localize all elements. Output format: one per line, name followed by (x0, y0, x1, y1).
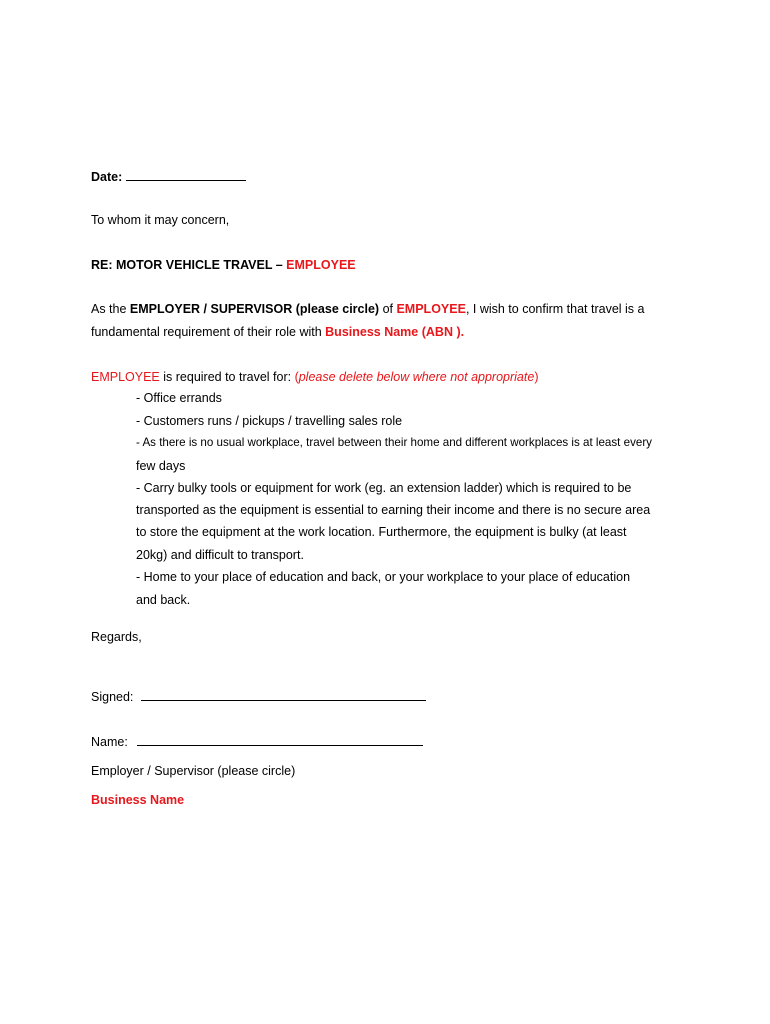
body-text: of (379, 302, 397, 316)
list-item: - Carry bulky tools or equipment for work (eg. an extension ladder) which is required to be (136, 481, 632, 495)
list-item: - Customers runs / pickups / travelling sales role (136, 414, 403, 428)
role-line: Employer / Supervisor (please circle) (91, 764, 296, 778)
travel-employee: EMPLOYEE (91, 370, 160, 384)
signature-field[interactable] (141, 688, 426, 701)
role-bold: EMPLOYER / SUPERVISOR (please circle) (129, 302, 380, 316)
body-text: As the (91, 302, 130, 316)
list-item: to store the equipment at the work location. Furthermore, the equipment is bulky (at least (136, 525, 627, 539)
date-blank (126, 168, 246, 181)
employee-highlight: EMPLOYEE (396, 302, 466, 316)
note-paren: ) (534, 370, 539, 384)
business-abn: Business Name (ABN ). (325, 325, 465, 339)
travel-note: please delete below where not appropriate (298, 370, 535, 384)
note-paren: ( (294, 370, 299, 384)
subject-line (91, 257, 356, 273)
date-label: Date: (91, 170, 123, 184)
list-item: transported as the equipment is essential to earning their income and there is no secure area (136, 503, 651, 517)
list-item: - Office errands (136, 391, 222, 405)
date-line (91, 168, 246, 185)
travel-intro (91, 369, 538, 385)
signed-line (91, 688, 426, 705)
list-item: - Home to your place of education and back, or your workplace to your place of education (136, 570, 631, 584)
subject-employee: EMPLOYEE (286, 258, 356, 272)
travel-text: is required to travel for: (159, 370, 295, 384)
name-label: Name: (91, 735, 128, 749)
subject-prefix: RE: MOTOR VEHICLE TRAVEL – (91, 258, 287, 272)
name-line (91, 733, 423, 750)
body-text: , I wish to confirm that travel is a (465, 302, 645, 316)
name-field[interactable] (137, 733, 423, 746)
list-item: 20kg) and difficult to transport. (136, 548, 304, 562)
signed-label: Signed: (91, 690, 134, 704)
salutation: To whom it may concern, (91, 213, 230, 227)
list-item: few days (136, 459, 186, 473)
body-line-2 (91, 324, 464, 340)
regards: Regards, (91, 630, 142, 644)
list-item: and back. (136, 593, 191, 607)
business-name: Business Name (91, 793, 185, 807)
body-line-1 (91, 301, 644, 317)
body-text: fundamental requirement of their role with (91, 325, 326, 339)
list-item: - As there is no usual workplace, travel between their home and different workplaces is at least every (136, 436, 652, 449)
